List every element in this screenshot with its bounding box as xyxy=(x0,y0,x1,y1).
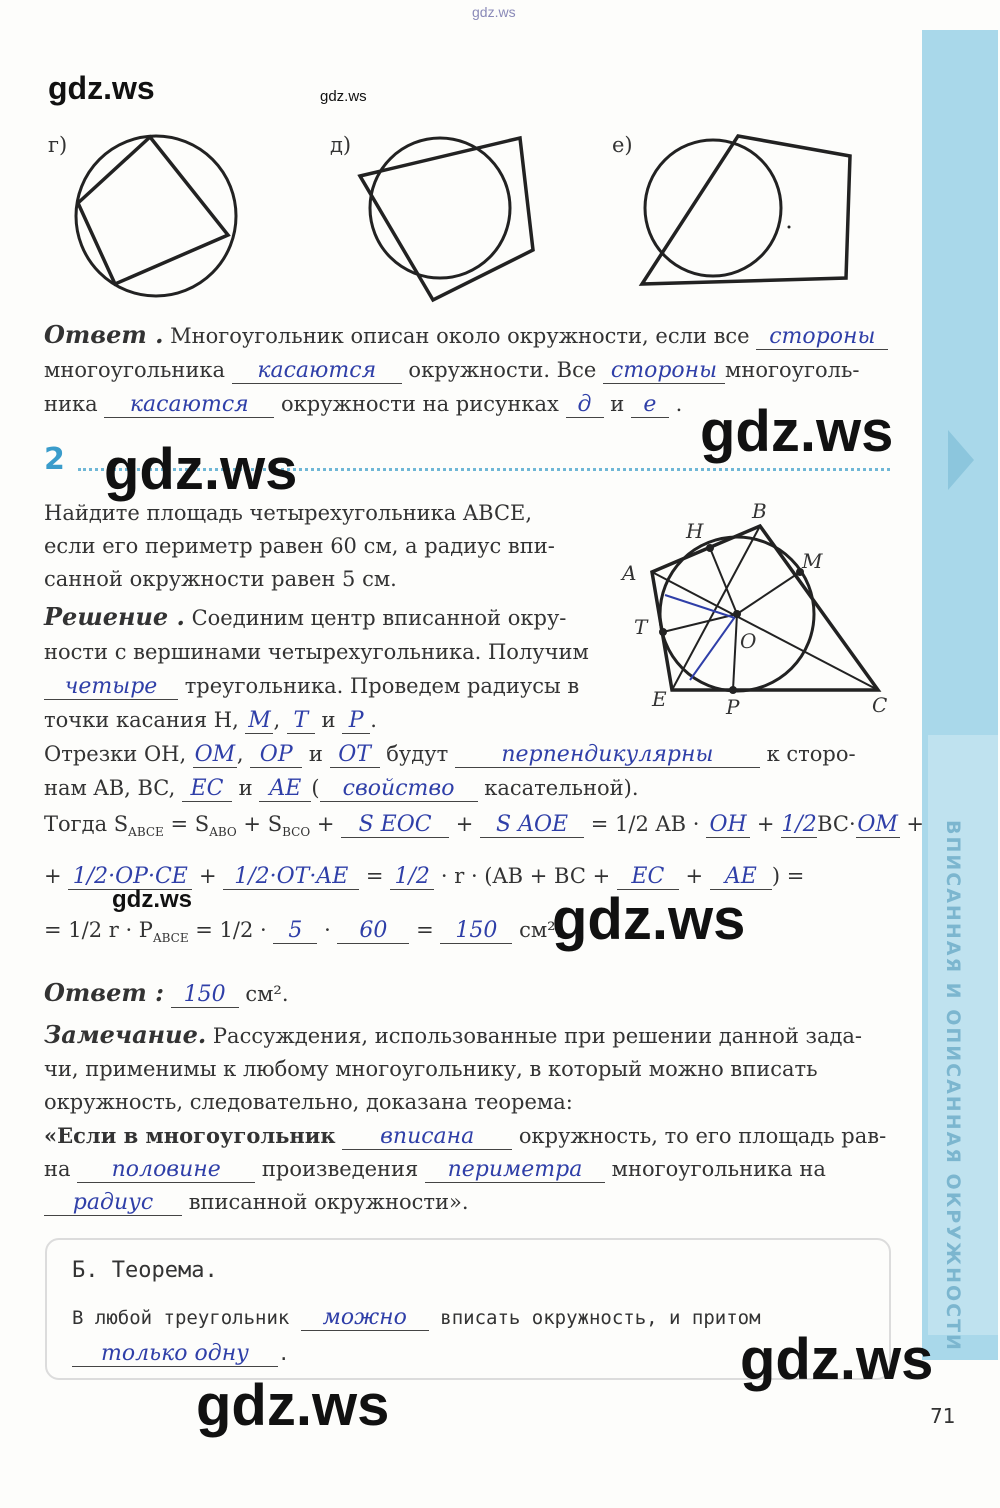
blank-M: M xyxy=(245,709,273,734)
point-label-T: T xyxy=(634,615,648,639)
watermark: gdz.ws xyxy=(552,887,746,952)
formula-text: · r · (AB + BC + xyxy=(440,864,611,888)
blank-answer: 150 xyxy=(171,983,239,1008)
note-text: окружность, следовательно, доказана теорема: xyxy=(44,1090,573,1114)
blank-OT: OT xyxy=(330,743,380,768)
blank-four: четыре xyxy=(44,675,178,700)
blank-OH: OH xyxy=(706,813,750,838)
answer1-blank-fig2: е xyxy=(631,393,669,418)
blank-radius-word: радиус xyxy=(44,1191,182,1216)
blank-SAOE: S AOE xyxy=(480,813,584,838)
note-text: Рассуждения, использованные при решении данной зада- xyxy=(212,1024,863,1048)
answer1-text6: окружности на рисунках xyxy=(281,392,559,416)
solution-text: треугольника. Проведем радиусы в xyxy=(184,674,580,698)
formula-line-1: Тогда $S_{ABCE} = S_{ABO} + S_{BCO} + S$ EOC + S AOE = 1/2 AB · OH + 1/2BC·OM + xyxy=(44,812,924,840)
answer1-blank-sides: стороны xyxy=(756,325,888,350)
figure-d-circumscribed-quad xyxy=(355,128,535,308)
answer1-text4: многоуголь- xyxy=(724,358,860,382)
solution-text: и xyxy=(321,708,336,732)
theorem-b-text xyxy=(72,1300,761,1372)
sidebar-title: ВПИСАННАЯ И ОПИСАННАЯ ОКРУЖНОСТИ xyxy=(942,820,964,1352)
formula-unit: см². xyxy=(519,918,563,942)
theorem-text: вписанной окружности». xyxy=(188,1190,469,1214)
blank-AE2: AE xyxy=(710,865,772,890)
solution-text: будут xyxy=(386,742,449,766)
solution-text: и xyxy=(308,742,323,766)
watermark: gdz.ws xyxy=(104,437,298,502)
watermark: gdz.ws xyxy=(700,399,894,464)
watermark: gdz.ws xyxy=(320,88,367,105)
blank-perpendicular: перпендикулярны xyxy=(455,743,760,768)
task-line: Найдите площадь четырехугольника ABCE, xyxy=(44,501,533,525)
answer2-line xyxy=(44,976,289,1011)
formula-half: 1/2 xyxy=(615,812,649,836)
solution-text: и xyxy=(238,776,253,800)
blank-half: 1/2 xyxy=(781,812,817,837)
blank-term-ce: 1/2·OP·CE xyxy=(68,865,192,890)
blank-perimeter: 60 xyxy=(337,919,409,944)
theorem-text: «Если в многоугольник xyxy=(44,1123,336,1148)
answer1-text2: многоугольника xyxy=(44,358,226,382)
formula-text: = S xyxy=(170,812,210,836)
answer1-text1: Многоугольник описан около окружности, если все xyxy=(170,324,750,348)
note-block xyxy=(44,1018,886,1219)
answer2-label: Ответ : xyxy=(44,978,164,1007)
watermark: gdz.ws xyxy=(48,70,155,106)
theorem-text: произведения xyxy=(261,1157,419,1181)
formula-text: = 1/2 r · P xyxy=(44,918,153,942)
answer1-text8: . xyxy=(675,392,683,416)
blank-can: можно xyxy=(301,1306,429,1331)
blank-SEOC: S EOC xyxy=(341,813,449,838)
point-label-H: H xyxy=(686,519,704,543)
blank-term-ae: 1/2·OT·AE xyxy=(223,865,359,890)
theorem-b-end: . xyxy=(278,1343,290,1365)
formula-text: BC· xyxy=(817,812,856,836)
blank-inscribed: вписана xyxy=(342,1125,512,1150)
formula-text: = 1/2 · xyxy=(195,918,267,942)
watermark: gdz.ws xyxy=(112,886,193,913)
blank-OP: OP xyxy=(250,743,302,768)
blank-AE: AE xyxy=(259,777,311,802)
solution-text: точки касания H, xyxy=(44,708,239,732)
solution-text: к сторо- xyxy=(766,742,856,766)
note-text: чи, применимы к любому многоугольнику, в который можно вписать xyxy=(44,1057,818,1081)
blank-OM2: OM xyxy=(857,812,898,837)
blank-perimeter-word: периметра xyxy=(425,1158,605,1183)
formula-line-2: + 1/2·OP·CE + 1/2·OT·AE = 1/2 · r · (AB + BC + EC + AE ) = xyxy=(44,864,805,889)
watermark: gdz.ws xyxy=(740,1327,934,1392)
figure-g-inscribed-quad xyxy=(70,130,245,305)
theorem-text: многоугольника на xyxy=(611,1157,826,1181)
theorem-b-line: В любой треугольник xyxy=(72,1307,290,1329)
figure-label-e: е) xyxy=(612,133,633,157)
formula-text: ) = xyxy=(771,864,805,888)
answer1-text5: ника xyxy=(44,392,98,416)
blank-only-one: только одну xyxy=(72,1342,278,1367)
blank-EC2: EC xyxy=(617,865,679,890)
solution-block: Решение . Соединим центр вписанной окру- ности с вершинами четырехугольника. Получим четыре треугольника. Проведем радиусы в точки касания H, M , T и P . Отрезки OH, OM, OP и OT будут перпендикулярны к сторо- нам AB, BC, EC и AE ( свойство касательной). xyxy=(44,602,856,801)
formula-sub: ABCE xyxy=(128,825,164,840)
vertex-label-E: E xyxy=(652,687,667,711)
formula-sub: ABO xyxy=(209,825,237,840)
answer1-blank-touch: касаются xyxy=(232,359,402,384)
blank-half2: 1/2 xyxy=(390,865,434,890)
theorem-b-line: вписать окружность, и притом xyxy=(440,1307,761,1329)
answer1-text7: и xyxy=(610,392,625,416)
solution-text: Соединим центр вписанной окру- xyxy=(191,606,567,630)
figure-label-d: д) xyxy=(330,133,352,157)
blank-property: свойство xyxy=(320,777,478,802)
blank-T: T xyxy=(287,709,315,734)
blank-half-word: половине xyxy=(77,1158,255,1183)
theorem-text: окружность, то его площадь рав- xyxy=(518,1124,887,1148)
formula-sub: ABCE xyxy=(152,931,189,946)
blank-EC: EC xyxy=(182,777,232,802)
point-label-P: P xyxy=(726,695,740,719)
answer1-text3: окружности. Все xyxy=(408,358,597,382)
solution-text: касательной). xyxy=(484,776,639,800)
blank-P: P xyxy=(342,709,370,734)
task-statement xyxy=(44,497,555,596)
formula-sub: BCO xyxy=(282,825,311,840)
task-line: санной окружности равен 5 см. xyxy=(44,567,397,591)
blank-OM: OM xyxy=(194,742,236,767)
solution-text: нам AB, BC, xyxy=(44,776,176,800)
solution-text: Отрезки OH, xyxy=(44,742,187,766)
task-line: если его периметр равен 60 см, а радиус впи- xyxy=(44,534,555,558)
formula-text: + S xyxy=(243,812,283,836)
task-number: 2 xyxy=(44,442,65,477)
solution-text: ности с вершинами четырехугольника. Получим xyxy=(44,640,589,664)
sidebar-arrow-icon xyxy=(948,430,978,490)
watermark: gdz.ws xyxy=(196,1373,390,1438)
answer2-unit: см². xyxy=(245,982,289,1006)
vertex-label-C: C xyxy=(872,693,888,717)
answer1-blank-touch2: касаются xyxy=(104,393,274,418)
formula-text: Тогда S xyxy=(44,812,129,836)
theorem-text: на xyxy=(44,1157,71,1181)
answer-label: Ответ . xyxy=(44,320,164,349)
answer1-blank-sides2: стороны xyxy=(603,359,725,384)
theorem-b-title: Б. Теорема. xyxy=(72,1258,218,1283)
blank-radius: 5 xyxy=(273,919,317,944)
page-number: 71 xyxy=(930,1404,956,1428)
point-label-O: O xyxy=(740,629,757,653)
vertex-label-B: B xyxy=(752,499,767,523)
solution-label: Решение . xyxy=(44,602,185,631)
vertex-label-A: A xyxy=(622,561,637,585)
point-label-M: M xyxy=(802,549,823,573)
note-label: Замечание. xyxy=(44,1020,207,1049)
figure-label-g: г) xyxy=(48,133,68,157)
formula-line-3: = 1/2 $r \cdot P_{ABCE} = 1/2 \cdot 5 \cdot 60 = 150$ см². xyxy=(44,918,563,946)
watermark-top: gdz.ws xyxy=(472,4,516,20)
figure-e-circumscribed-quad xyxy=(638,128,858,293)
blank-area: 150 xyxy=(440,919,512,944)
answer1-blank-fig1: д xyxy=(566,393,604,418)
formula-text: AB · xyxy=(655,812,700,836)
